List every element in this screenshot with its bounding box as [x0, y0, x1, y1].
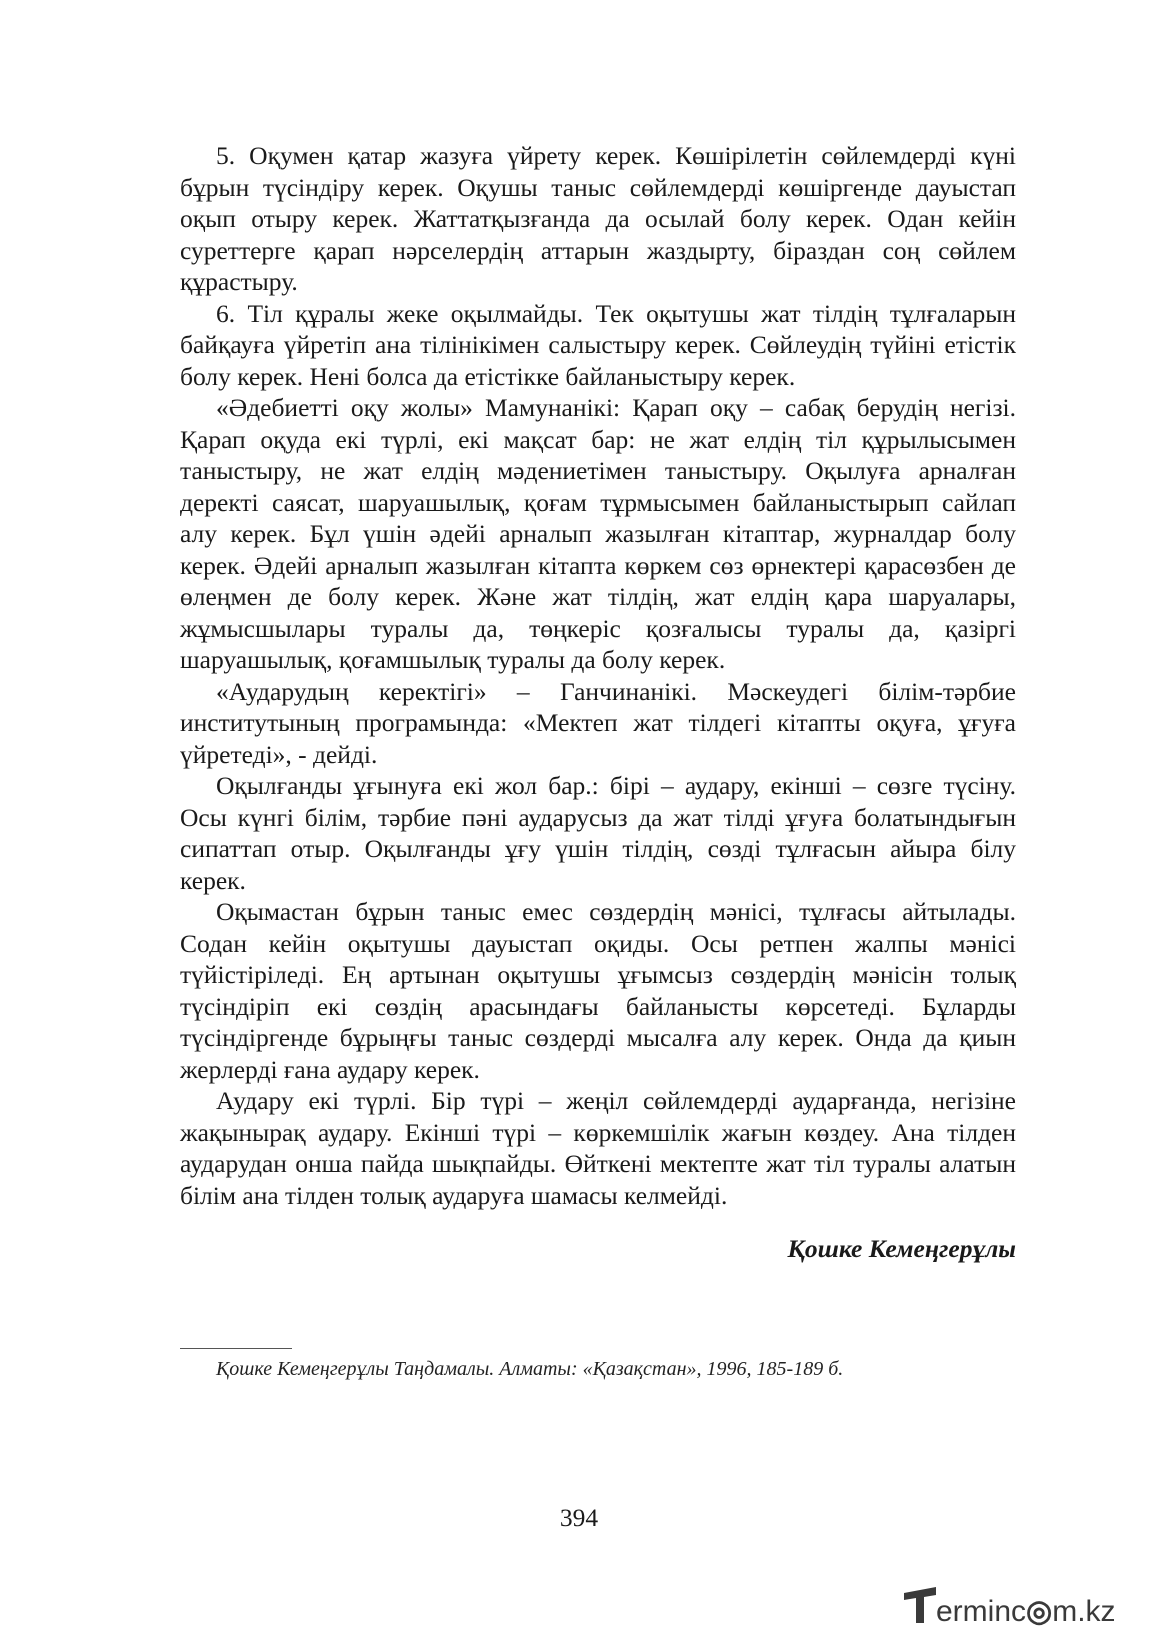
paragraph: 6. Тіл құралы жеке оқылмайды. Тек оқытушы жат тілдің тұлғаларын байқауға үйретіп ана тілінікімен салыстыру керек. Сөйлеудің түйіні етістік болу керек. Нені болса да етістікке байланыстыру керек. — [180, 298, 1016, 391]
page-number: 394 — [559, 1503, 599, 1532]
paragraph: 5. Оқумен қатар жазуға үйрету керек. Көшірілетін сөйлемдерді күні бұрын түсіндіру керек. Оқушы таныс сөйлемдерді көшіргенде дауыстап оқып отыру керек. Жаттатқызғанда да осылай болу керек. Одан кейін суреттерге қарап нәрселердің аттарын жаздырту, біраздан соң сөйлем құрастыру. — [180, 141, 1016, 296]
footnote-divider — [180, 1348, 292, 1349]
paragraph: Оқылғанды ұғынуға екі жол бар.: бірі – аудару, екінші – сөзге түсіну. Осы күнгі білім, тәрбие пәні аударусыз да жат тілді ұғуға болатындығын сипаттап отыр. Оқылғанды ұғу үшін тілдің, сөзді тұлғасын айыра білу керек. — [180, 771, 1016, 895]
watermark-text — [936, 1595, 1116, 1628]
t-logo-icon — [904, 1587, 936, 1623]
paragraph: Оқымастан бұрын таныс емес сөздердің мәнісі, тұлғасы айтылады. Содан кейін оқытушы дауыстап оқиды. Осы ретпен жалпы мәнісі түйістіріледі. Ең артынан оқытушы ұғымсыз сөздердің мәнісін толық түсіндіріп екі сөздің арасындағы байланысты көрсетеді. Бұларды түсіндіргенде бұрыңғы таныс сөздерді мысалға алу керек. Онда да қиын жерлерді ғана аудару керек. — [180, 897, 1016, 1084]
footnote: Қошке Кемеңгерұлы Таңдамалы. Алматы: «Қазақстан», 1996, 185-189 б. — [216, 1358, 844, 1380]
terminkom-watermark — [902, 1583, 1142, 1631]
watermark-text-end: m.kz — [1052, 1595, 1116, 1628]
author-signature: Қошке Кемеңгерұлы — [787, 1234, 1016, 1263]
watermark-text-start: ermіnc — [936, 1595, 1027, 1628]
paragraph: «Әдебиетті оқу жолы» Мамунанікі: Қарап оқу – сабақ берудің негізі. Қарап оқуда екі түрлі, екі мақсат бар: не жат елдің тіл құрылысымен таныстыру, не жат елдің мәдениетімен таныстыру. Оқылуға арналған деректі саясат, шаруашылық, қоғам тұрмысымен байланыстырып сайлап алу керек. Бұл үшін әдейі арналып жазылған кітаптар, журналдар болу керек. Әдейі арналып жазылған кітапта көркем сөз өрнектері қарасөзбен де өлеңмен де болу керек. Және жат тілдің, жат елдің қара шаруалары, жұмысшылары туралы да, төңкеріс қозғалысы туралы да, қазіргі шаруашылық, қоғамшылық туралы да болу керек. — [180, 393, 1016, 674]
page-body — [180, 140, 1016, 1265]
paragraph: «Аударудың керектігі» – Ганчинанікі. Мәскеудегі білім-тәрбие институтының програмында: «Мектеп жат тілдегі кітапты оқуға, ұғуға үйретеді», - дейді. — [180, 676, 1016, 769]
watermark-o-icon: ◎ — [1026, 1595, 1053, 1628]
paragraph: Аудару екі түрлі. Бір түрі – жеңіл сөйлемдерді аударғанда, негізіне жақынырақ аудару. Екінші түрі – көркемшілік жағын көздеу. Ана тілден аударудан онша пайда шықпайды. Өйткені мектепте жат тіл туралы алатын білім ана тілден толық аударуға шамасы келмейді. — [180, 1086, 1016, 1210]
